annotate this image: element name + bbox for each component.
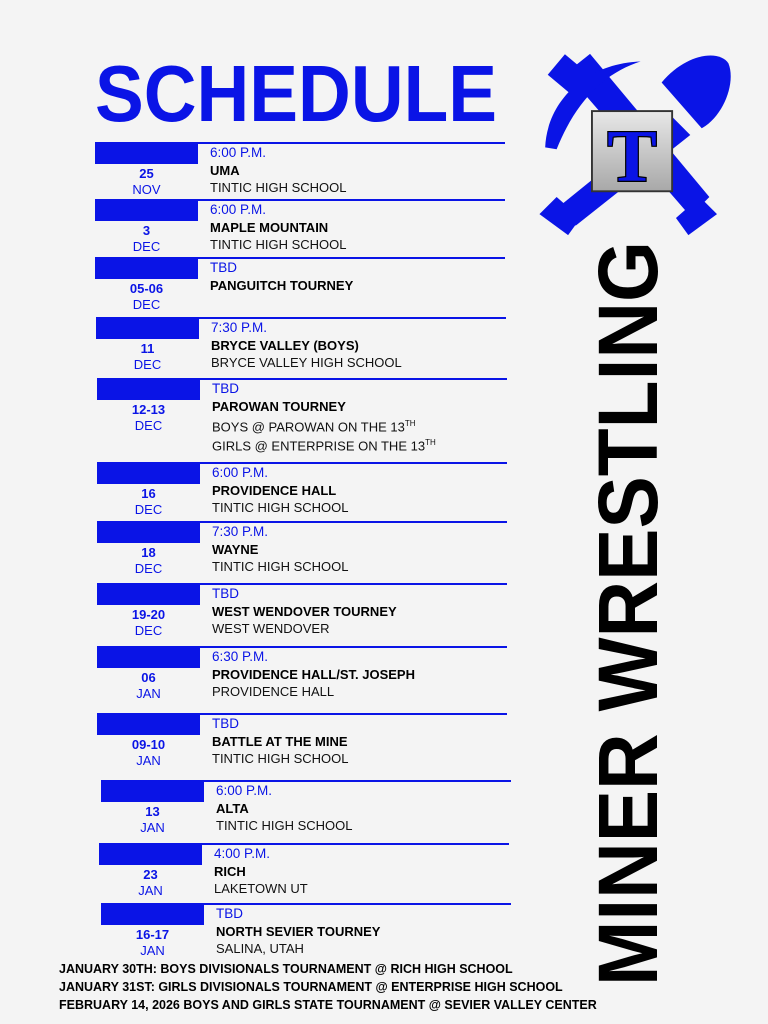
- event-row: [97, 583, 507, 643]
- event-location: WEST WENDOVER: [212, 621, 330, 636]
- event-location: BRYCE VALLEY HIGH SCHOOL: [211, 355, 402, 370]
- divider: [204, 780, 511, 782]
- event-time: TBD: [216, 906, 243, 921]
- event-row: [97, 462, 507, 522]
- date-bar: [95, 199, 198, 221]
- event-month: DEC: [133, 357, 162, 372]
- event-month: DEC: [134, 623, 163, 638]
- date-bar: [99, 843, 202, 865]
- event-time: 7:30 P.M.: [212, 524, 269, 539]
- event-time: 6:30 P.M.: [212, 649, 269, 664]
- event-location: TINTIC HIGH SCHOOL: [210, 237, 347, 252]
- svg-text:T: T: [607, 115, 657, 198]
- date-bar: [95, 142, 198, 164]
- date-bar: [97, 378, 200, 400]
- event-month: DEC: [134, 418, 163, 433]
- event-row: [95, 257, 505, 317]
- event-time: 6:00 P.M.: [210, 145, 267, 160]
- divider: [198, 257, 505, 259]
- event-date: 3: [142, 223, 151, 238]
- event-date: 12-13: [131, 402, 166, 417]
- event-location: LAKETOWN UT: [214, 881, 308, 896]
- divider: [200, 713, 507, 715]
- event-title: BATTLE AT THE MINE: [212, 734, 348, 749]
- superscript: TH: [404, 419, 416, 428]
- event-location: TINTIC HIGH SCHOOL: [216, 818, 353, 833]
- divider: [199, 317, 506, 319]
- event-month: JAN: [138, 883, 163, 898]
- event-title: PROVIDENCE HALL/ST. JOSEPH: [212, 667, 415, 682]
- divider: [200, 646, 507, 648]
- event-date: 19-20: [131, 607, 166, 622]
- school-logo-icon: [528, 42, 738, 247]
- event-time: 6:00 P.M.: [210, 202, 267, 217]
- event-date: 06: [141, 670, 156, 685]
- event-month: DEC: [134, 502, 163, 517]
- divider: [202, 843, 509, 845]
- event-time: 7:30 P.M.: [211, 320, 268, 335]
- divider: [200, 462, 507, 464]
- date-bar: [97, 713, 200, 735]
- event-month: JAN: [140, 820, 165, 835]
- divider: [204, 903, 511, 905]
- event-date: 13: [145, 804, 160, 819]
- event-month: JAN: [136, 753, 161, 768]
- event-row: [99, 843, 509, 903]
- date-bar: [97, 583, 200, 605]
- event-row: [96, 317, 506, 377]
- event-location-2: [212, 438, 436, 453]
- event-row: [97, 646, 507, 706]
- event-row: [95, 199, 505, 259]
- event-title: NORTH SEVIER TOURNEY: [216, 924, 381, 939]
- date-bar: [95, 257, 198, 279]
- event-title: PROVIDENCE HALL: [212, 483, 337, 498]
- location-text: BOYS @ PAROWAN ON THE 13: [212, 419, 405, 435]
- event-time: 4:00 P.M.: [214, 846, 271, 861]
- date-bar: [101, 903, 204, 925]
- event-location: TINTIC HIGH SCHOOL: [212, 751, 349, 766]
- event-time: TBD: [212, 716, 239, 731]
- footer-line: JANUARY 31ST: GIRLS DIVISIONALS TOURNAMENT @ ENTERPRISE HIGH SCHOOL: [59, 980, 563, 994]
- event-row: [97, 713, 507, 773]
- event-title: UMA: [210, 163, 240, 178]
- divider: [198, 142, 505, 144]
- event-row: [101, 780, 511, 840]
- superscript: TH: [425, 438, 436, 447]
- footer-line: JANUARY 30TH: BOYS DIVISIONALS TOURNAMENT @ RICH HIGH SCHOOL: [59, 962, 513, 976]
- event-month: JAN: [140, 943, 165, 958]
- divider: [198, 199, 505, 201]
- event-title: PAROWAN TOURNEY: [212, 399, 346, 414]
- event-title: MAPLE MOUNTAIN: [210, 220, 329, 235]
- date-bar: [97, 521, 200, 543]
- schedule-heading: [90, 49, 510, 138]
- event-location: PROVIDENCE HALL: [212, 684, 335, 699]
- event-title: PANGUITCH TOURNEY: [210, 278, 354, 293]
- divider: [200, 583, 507, 585]
- location-text: GIRLS @ ENTERPRISE ON THE 13: [212, 438, 426, 454]
- event-month: DEC: [132, 239, 161, 254]
- divider: [200, 521, 507, 523]
- event-title: BRYCE VALLEY (BOYS): [211, 338, 359, 353]
- footer-line: FEBRUARY 14, 2026 BOYS AND GIRLS STATE TOURNAMENT @ SEVIER VALLEY CENTER: [59, 998, 597, 1012]
- date-bar: [97, 646, 200, 668]
- event-location: TINTIC HIGH SCHOOL: [212, 559, 349, 574]
- event-title: WEST WENDOVER TOURNEY: [212, 604, 397, 619]
- date-bar: [97, 462, 200, 484]
- event-date: 23: [143, 867, 158, 882]
- event-title: WAYNE: [212, 542, 259, 557]
- event-time: TBD: [210, 260, 237, 275]
- divider: [200, 378, 507, 380]
- svg-text:MINER WRESTLING: MINER WRESTLING: [581, 188, 675, 986]
- event-location: SALINA, UTAH: [216, 941, 304, 956]
- event-location: [212, 419, 416, 434]
- svg-text:SCHEDULE: SCHEDULE: [95, 49, 497, 138]
- event-date: 09-10: [131, 737, 166, 752]
- event-time: TBD: [212, 586, 239, 601]
- event-month: DEC: [134, 561, 163, 576]
- miner-wrestling-side-title: [581, 188, 675, 991]
- event-month: NOV: [132, 182, 161, 197]
- event-date: 16: [141, 486, 156, 501]
- event-row: [97, 521, 507, 581]
- event-row: [95, 142, 505, 202]
- event-row: [101, 903, 511, 963]
- event-date: 16-17: [135, 927, 170, 942]
- date-bar: [101, 780, 204, 802]
- event-time: TBD: [212, 381, 239, 396]
- event-location: TINTIC HIGH SCHOOL: [212, 500, 349, 515]
- event-time: 6:00 P.M.: [216, 783, 273, 798]
- event-date: 18: [141, 545, 156, 560]
- event-date: 11: [140, 341, 155, 356]
- event-date: 05-06: [129, 281, 164, 296]
- event-location: TINTIC HIGH SCHOOL: [210, 180, 347, 195]
- event-title: RICH: [214, 864, 246, 879]
- event-month: DEC: [132, 297, 161, 312]
- event-month: JAN: [136, 686, 161, 701]
- event-time: 6:00 P.M.: [212, 465, 269, 480]
- event-row: [97, 378, 507, 454]
- event-date: 25: [139, 166, 154, 181]
- date-bar: [96, 317, 199, 339]
- event-title: ALTA: [216, 801, 249, 816]
